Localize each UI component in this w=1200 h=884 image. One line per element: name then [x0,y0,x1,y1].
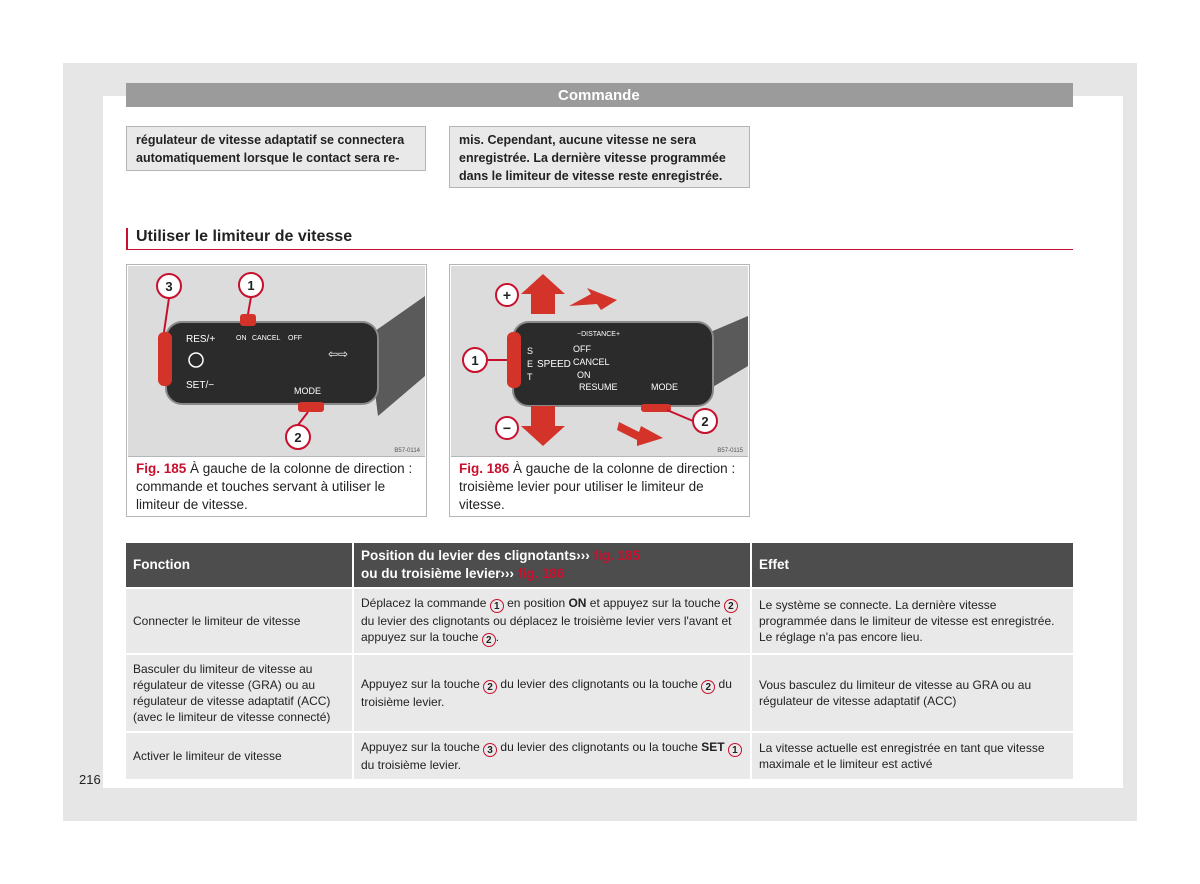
note-box-left [126,126,426,171]
cell-text: . [495,630,500,644]
figure-186-illustration [451,266,748,457]
figure-caption-text: À gauche de la colonne de direction : troisième levier pour utiliser le limiteur de vitesse. [459,461,736,512]
fig-186-link[interactable]: fig. 186 [514,566,565,581]
table-row [126,731,1073,779]
figure-185 [126,264,427,517]
on-label: ON [577,370,591,380]
cell-position [354,731,752,779]
callout-1: 1 [247,278,255,293]
figure-caption-text: À gauche de la colonne de direction : commande et touches servant à utiliser le limiteur de vitesse. [136,461,413,512]
cell-effet: Le système se connecte. La dernière vitesse programmée dans le limiteur de vitesse est enregistrée. Le réglage n'a pas encore lieu. [752,587,1073,653]
callout-number: 2 [483,680,497,694]
cell-position [354,587,752,653]
callout-1: 1 [471,353,479,368]
cancel-label: CANCEL [252,335,281,342]
cancel-label: CANCEL [573,357,610,367]
callout-2: 2 [294,430,302,445]
callout-number: 1 [490,599,504,613]
distance-label: −DISTANCE+ [577,331,621,338]
header-position-line2: ou du troisième levier [361,566,501,581]
header-position-line1: Position du levier des clignotants [361,548,577,563]
callout-number: 2 [482,633,496,647]
header-fonction: Fonction [126,543,354,587]
set-label: SET/− [186,380,215,391]
key-label: ON [568,596,587,610]
on-label: ON [236,335,247,342]
key-label: SET [701,740,725,754]
cell-text: du levier des clignotants ou déplacez le troisième levier vers l'avant et appuyez sur la touche [361,614,732,644]
res-label: RES/+ [186,334,216,345]
figure-186 [449,264,750,517]
cell-effet: La vitesse actuelle est enregistrée en tant que vitesse maximale et le limiteur est activé [752,731,1073,779]
header-effet: Effet [752,543,1073,587]
table-header-row [126,543,1073,587]
callout-number: 2 [701,680,715,694]
cell-text: Appuyez sur la touche [361,677,484,691]
figure-185-illustration [128,266,425,457]
cell-text: du troisième levier. [361,677,732,709]
note-text-left: régulateur de vitesse adaptatif se connectera automatiquement lorsque le contact sera re- [136,133,405,165]
cell-text: du levier des clignotants ou la touche [497,677,702,691]
figure-code: B57-0115 [717,448,743,454]
chapter-title: Commande [558,87,640,104]
callout-number: 3 [483,743,497,757]
cell-text: Appuyez sur la touche [361,740,484,754]
figure-186-caption [459,460,739,514]
off-label: OFF [573,344,591,354]
section-title: Utiliser le limiteur de vitesse [136,228,353,245]
figure-number: Fig. 186 [459,461,510,476]
fig-185-link[interactable]: fig. 185 [589,548,641,563]
figure-185-caption [136,460,416,514]
speed-label: SPEED [537,359,571,370]
page-number: 216 [79,772,101,787]
header-position [354,543,752,587]
cell-text: du troisième levier. [361,758,462,772]
off-label: OFF [288,335,302,342]
e-label: E [527,359,534,369]
cell-fonction: Basculer du limiteur de vitesse au régulateur de vitesse (GRA) ou au régulateur de vitesse adaptatif (ACC) (avec le limiteur de vitesse connecté) [126,653,354,731]
minus-marker: − [502,420,512,436]
t-label: T [527,372,533,382]
header-arrow: ››› [576,548,590,563]
note-box-right [449,126,750,188]
cell-position [354,653,752,731]
figure-number: Fig. 185 [136,461,187,476]
cell-text: du levier des clignotants ou la touche [497,740,702,754]
callout-number: 2 [724,599,738,613]
figure-code: B57-0114 [394,448,420,454]
callout-2: 2 [701,414,709,429]
plus-marker: + [502,287,512,303]
table-row [126,653,1073,731]
callout-number: 1 [728,743,742,757]
cell-text: et appuyez sur la touche [586,596,724,610]
cell-fonction: Activer le limiteur de vitesse [126,731,354,779]
header-arrow: ››› [500,566,515,581]
table-row [126,587,1073,653]
cell-effet: Vous basculez du limiteur de vitesse au GRA ou au régulateur de vitesse adaptatif (ACC) [752,653,1073,731]
cell-text: en position [503,596,569,610]
cell-text: Déplacez la commande [361,596,490,610]
chapter-header-bar [126,83,1073,107]
note-text-right: mis. Cependant, aucune vitesse ne sera enregistrée. La dernière vitesse programmée dans le limiteur de vitesse reste enregistrée. [459,133,726,183]
callout-3: 3 [165,279,173,294]
function-table [126,543,1073,779]
section-heading [126,228,1073,250]
cell-fonction: Connecter le limiteur de vitesse [126,587,354,653]
turn-signal-icon: ⇦⇨ [328,347,349,361]
mode-label: MODE [294,386,321,396]
resume-label: RESUME [579,382,618,392]
s-label: S [527,346,534,356]
mode-label: MODE [651,382,678,392]
